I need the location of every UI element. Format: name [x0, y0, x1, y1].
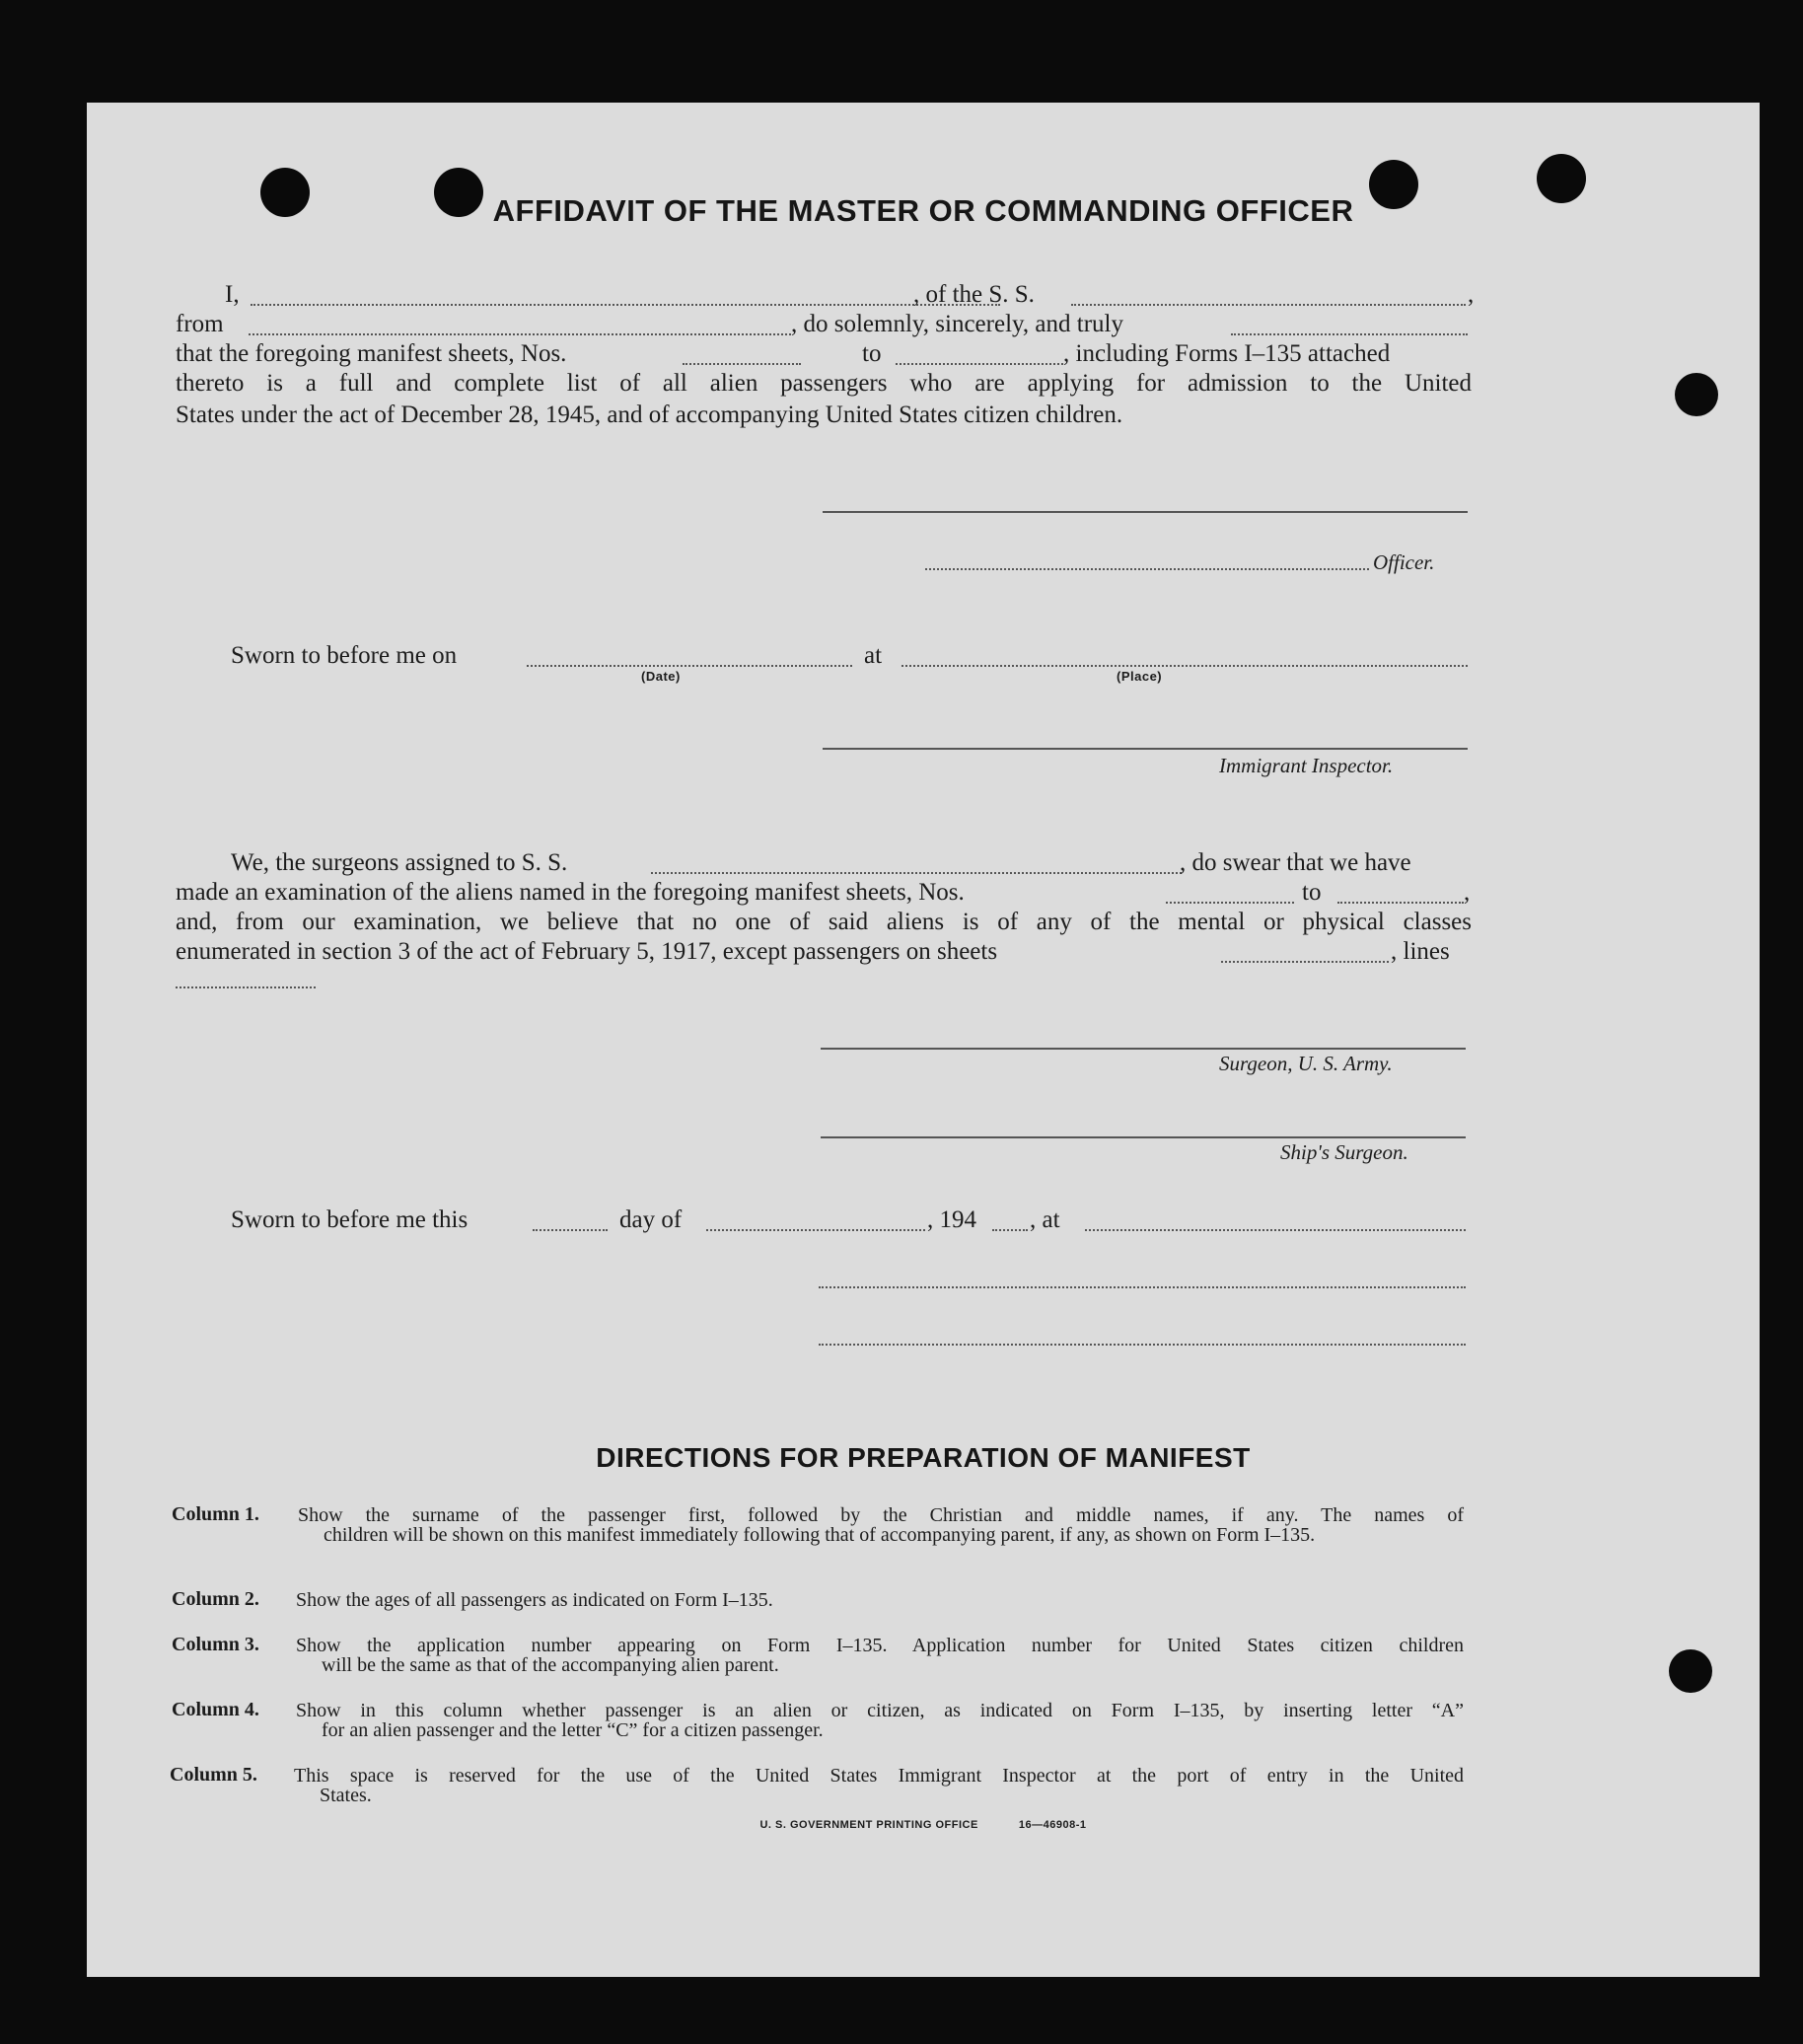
- ship-name-blank[interactable]: [1071, 304, 1466, 306]
- column-5-label: Column 5.: [170, 1764, 257, 1786]
- form-sheet: [87, 103, 1760, 1977]
- punch-hole: [1669, 1649, 1712, 1693]
- column-2-text: Show the ages of all passengers as indicated on Form I–135.: [296, 1589, 773, 1611]
- inspector-signature-line[interactable]: [823, 748, 1468, 750]
- sworn2-month-blank[interactable]: [706, 1229, 925, 1231]
- officer-label: Officer.: [1373, 550, 1435, 574]
- surgeons-comma: ,: [1464, 879, 1471, 906]
- sheet-from-blank[interactable]: [683, 363, 801, 365]
- printing-office-footer: [87, 1819, 1760, 1831]
- except-sheets-blank[interactable]: [1221, 961, 1389, 963]
- except-lines-blank[interactable]: [176, 986, 316, 988]
- sworn2-prefix: Sworn to before me this: [231, 1206, 469, 1233]
- inspector-label: Immigrant Inspector.: [1219, 754, 1394, 777]
- sworn2-place-blank[interactable]: [1085, 1229, 1466, 1231]
- sheet-to-blank[interactable]: [896, 363, 1063, 365]
- column-3-text: Show the application number appearing on Form I–135. Application number for United States citizen children will be the same as that of the accompanying alien parent.: [296, 1635, 1464, 1676]
- surgeons-text-line3: and, from our examination, we believe that no one of said aliens is of any of the mental or physical classes: [176, 909, 1472, 935]
- directions-title: DIRECTIONS FOR PREPARATION OF MANIFEST: [596, 1442, 1251, 1473]
- affidavit-from: from: [176, 311, 224, 337]
- sworn2-signature-line-1[interactable]: [819, 1286, 1466, 1288]
- ship-surgeon-signature-line[interactable]: [821, 1136, 1466, 1138]
- army-surgeon-label: Surgeon, U. S. Army.: [1219, 1052, 1393, 1075]
- surgeons-lines: , lines: [1391, 938, 1450, 965]
- printing-office: U. S. GOVERNMENT PRINTING OFFICE: [759, 1819, 978, 1831]
- surgeons-enumerated: enumerated in section 3 of the act of February 5, 1917, except passengers on sheets: [176, 938, 998, 965]
- punch-hole: [1675, 373, 1718, 416]
- surgeons-we: We, the surgeons assigned to S. S.: [231, 849, 568, 876]
- surgeons-ship-blank[interactable]: [651, 872, 1182, 874]
- sworn2-year-blank[interactable]: [992, 1229, 1028, 1231]
- affidavit-of-ss: , of the S. S.: [913, 281, 1035, 308]
- sworn-prefix: Sworn to before me on: [231, 642, 458, 669]
- surgeons-sheet-from-blank[interactable]: [1166, 902, 1294, 904]
- sworn2-signature-line-2[interactable]: [819, 1344, 1466, 1346]
- affidavit-text-line5: States under the act of December 28, 1945, and of accompanying United States citizen children.: [176, 402, 1123, 428]
- surgeons-sheet-to-blank[interactable]: [1337, 902, 1464, 904]
- sworn-at: at: [864, 642, 883, 669]
- affidavit-i: I,: [225, 281, 240, 308]
- surgeons-made: made an examination of the aliens named in the foregoing manifest sheets, Nos.: [176, 879, 965, 906]
- sworn2-day-blank[interactable]: [533, 1229, 608, 1231]
- master-signature-line[interactable]: [823, 511, 1468, 513]
- column-1-label: Column 1.: [172, 1503, 259, 1525]
- affidavit-text-line4: thereto is a full and complete list of all alien passengers who are applying for admission to the United: [176, 370, 1472, 397]
- place-caption: (Place): [1117, 669, 1163, 684]
- column-4-label: Column 4.: [172, 1699, 259, 1720]
- column-2-label: Column 2.: [172, 1588, 259, 1610]
- surgeons-to: to: [1302, 879, 1322, 906]
- column-3-label: Column 3.: [172, 1634, 259, 1655]
- affidavit-to: to: [862, 340, 882, 367]
- column-1-text: Show the surname of the passenger first, followed by the Christian and middle names, if any. The names of children will be shown on this manifest immediately following that of accompanying parent, if any, as shown on Form I–135.: [298, 1504, 1464, 1546]
- affidavit-title: AFFIDAVIT OF THE MASTER OR COMMANDING OFFICER: [492, 193, 1354, 228]
- army-surgeon-signature-line[interactable]: [821, 1048, 1466, 1050]
- column-5-text: This space is reserved for the use of the United States Immigrant Inspector at the port of entry in the United States.: [294, 1765, 1464, 1806]
- affidavit-foregoing: that the foregoing manifest sheets, Nos.: [176, 340, 567, 367]
- officer-signature-line[interactable]: [925, 568, 1369, 570]
- affidavit-including: , including Forms I–135 attached: [1063, 340, 1391, 367]
- date-caption: (Date): [641, 669, 681, 684]
- affidavit-comma: ,: [1468, 281, 1475, 308]
- ship-surgeon-label: Ship's Surgeon.: [1280, 1140, 1408, 1164]
- column-4-text: Show in this column whether passenger is an alien or citizen, as indicated on Form I–135, by inserting letter “A” for an alien passenger and the letter “C” for a citizen passenger.: [296, 1700, 1464, 1741]
- surgeons-swear: , do swear that we have: [1180, 849, 1411, 876]
- sworn2-day-of: day of: [619, 1206, 683, 1233]
- sworn2-at: , at: [1030, 1206, 1060, 1233]
- sworn2-year: , 194: [927, 1206, 976, 1233]
- from-port-blank[interactable]: [249, 333, 791, 335]
- sworn-place-blank[interactable]: [902, 665, 1468, 667]
- master-name-blank[interactable]: [251, 304, 1000, 306]
- sworn-date-blank[interactable]: [527, 665, 852, 667]
- form-number: 16—46908-1: [1018, 1819, 1087, 1831]
- oath-blank[interactable]: [1231, 333, 1468, 335]
- affidavit-solemnly: , do solemnly, sincerely, and truly: [791, 311, 1123, 337]
